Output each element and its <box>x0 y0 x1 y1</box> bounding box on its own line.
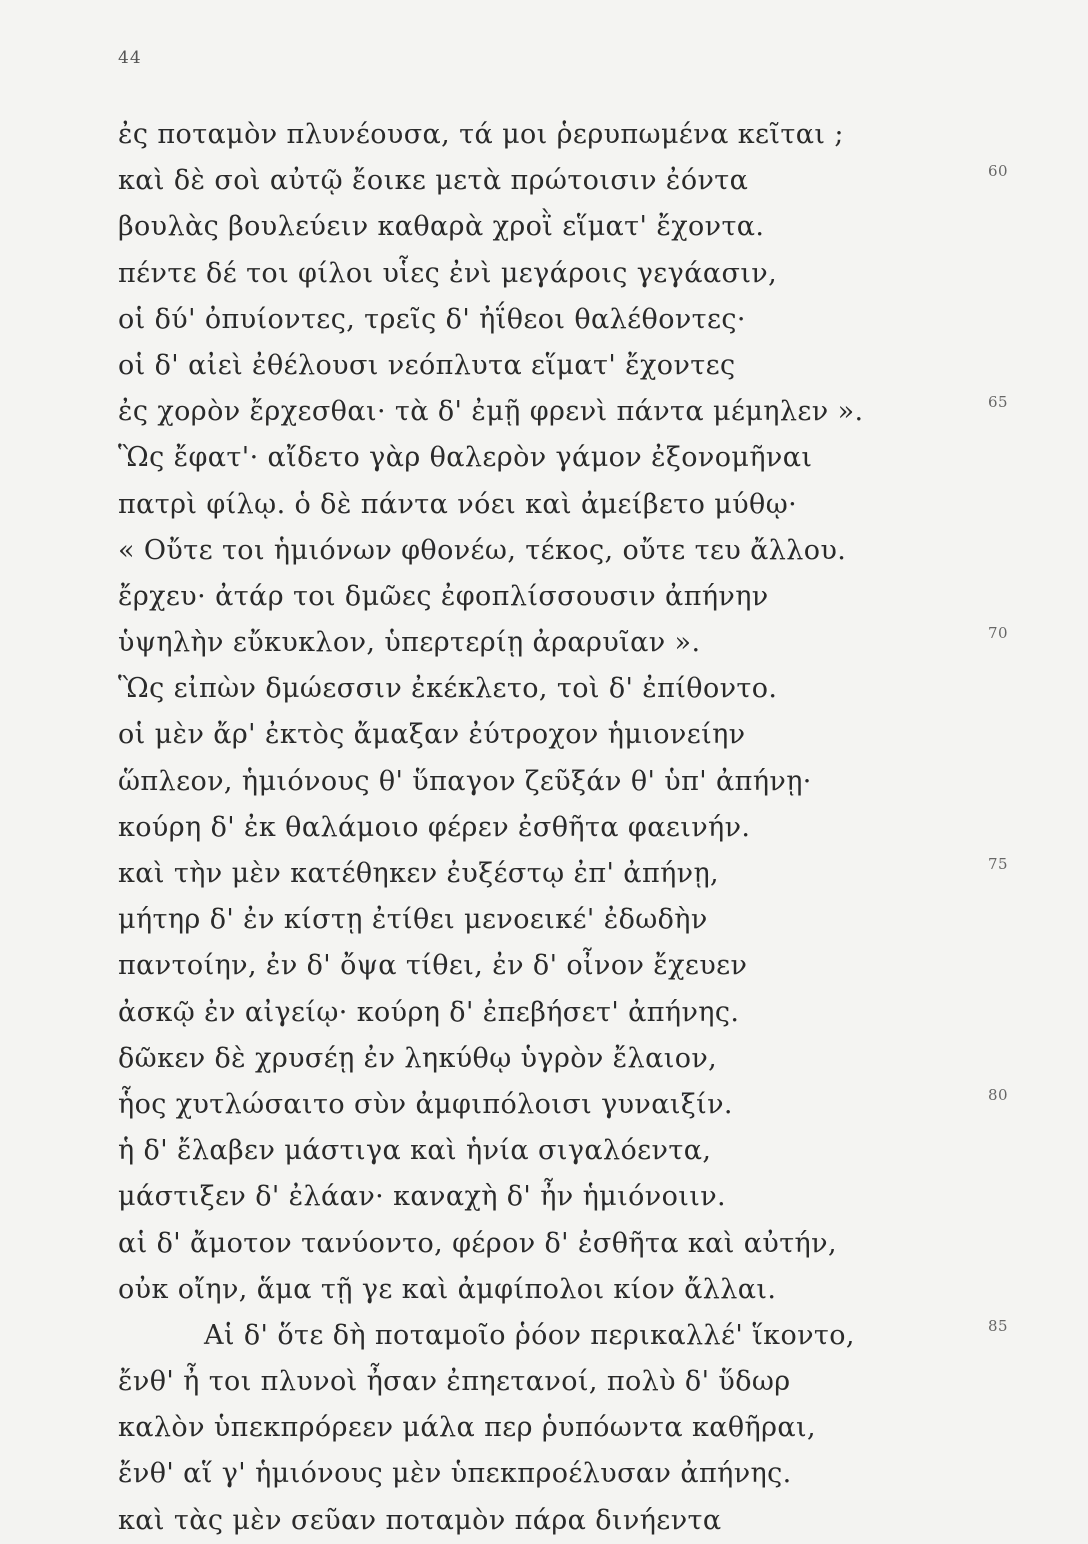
poem-line <box>118 1036 988 1082</box>
line-text: οἱ μὲν ἄρ' ἐκτὸς ἄμαξαν ἐύτροχον ἡμιονείην <box>118 719 746 751</box>
poem-line <box>118 1128 988 1174</box>
line-text: Ὣς ἔφατ'· αἴδετο γὰρ θαλερὸν γάμον ἐξονομῆναι <box>118 442 813 474</box>
line-text: ἐς ποταμὸν πλυνέουσα, τά μοι ῥερυπωμένα κεῖται ; <box>118 119 844 150</box>
poem-line <box>118 943 988 989</box>
line-text: ἔρχευ· ἀτάρ τοι δμῶες ἐφοπλίσσουσιν ἀπήνην <box>118 580 769 612</box>
line-text: πέντε δέ τοι φίλοι υἷες ἐνὶ μεγάροις γεγάασιν, <box>118 257 778 289</box>
line-text: ἔνθ' ἦ τοι πλυνοὶ ἦσαν ἐπηετανοί, πολὺ δ' ὕδωρ <box>118 1366 791 1398</box>
poem-line <box>118 482 988 528</box>
poem-line <box>118 990 988 1036</box>
poem-line <box>118 805 988 851</box>
line-text: οὐκ οἴην, ἅμα τῇ γε καὶ ἀμφίπολοι κίον ἄλλαι. <box>118 1273 777 1305</box>
line-number: 60 <box>988 162 1008 181</box>
poem-line <box>118 1451 988 1497</box>
line-text: οἱ δύ' ὀπυίοντες, τρεῖς δ' ἠΐθεοι θαλέθοντες· <box>118 303 746 335</box>
line-text: αἱ δ' ἄμοτον τανύοντο, φέρον δ' ἐσθῆτα καὶ αὐτήν, <box>118 1227 837 1259</box>
poem-line <box>118 620 1008 666</box>
line-text: πατρὶ φίλῳ. ὁ δὲ πάντα νόει καὶ ἀμείβετο μύθῳ· <box>118 488 798 520</box>
line-text: ἡ δ' ἔλαβεν μάστιγα καὶ ἡνία σιγαλόεντα, <box>118 1135 712 1167</box>
line-number: 75 <box>988 855 1008 873</box>
poem-line <box>118 1498 988 1544</box>
poem-line <box>118 759 988 805</box>
page-number: 44 <box>118 48 142 68</box>
line-text: Αἱ δ' ὅτε δὴ ποταμοῖο ῥόον περικαλλέ' ἵκοντο, <box>204 1319 855 1351</box>
poem-line <box>118 1174 988 1220</box>
line-number: 80 <box>988 1085 1008 1104</box>
poem-line <box>118 1221 988 1267</box>
poem-line <box>118 389 1008 435</box>
poem-line <box>118 297 988 343</box>
line-text: μάστιξεν δ' ἐλάαν· καναχὴ δ' ἦν ἡμιόνοιιν. <box>118 1181 727 1213</box>
line-text: μήτηρ δ' ἐν κίστῃ ἐτίθει μενοεικέ' ἐδωδὴν <box>118 904 708 936</box>
poem-line <box>118 1082 1008 1128</box>
poem-line <box>118 204 988 250</box>
line-text: « Οὔτε τοι ἡμιόνων φθονέω, τέκος, οὔτε τευ ἄλλου. <box>118 534 847 566</box>
poem-line <box>118 435 988 481</box>
line-text: ὑψηλὴν εὔκυκλον, ὑπερτερίῃ ἀραρυῖαν ». <box>118 627 701 659</box>
poem-line <box>118 1267 988 1313</box>
poem-line <box>118 897 988 943</box>
line-number: 85 <box>988 1316 1008 1335</box>
line-number: 70 <box>988 624 1008 643</box>
line-text: καὶ τὰς μὲν σεῦαν ποταμὸν πάρα δινήεντα <box>118 1504 722 1536</box>
line-text: ἔνθ' αἵ γ' ἡμιόνους μὲν ὑπεκπροέλυσαν ἀπήνης. <box>118 1458 792 1490</box>
poem-line <box>118 851 1008 897</box>
poem-line <box>118 712 988 758</box>
poem-line <box>118 251 988 297</box>
poem-line <box>118 112 988 158</box>
poem-line <box>118 1359 988 1405</box>
poem-line <box>118 666 988 712</box>
line-text: παντοίην, ἐν δ' ὄψα τίθει, ἐν δ' οἶνον ἔχευεν <box>118 950 748 982</box>
poem-line <box>118 1405 988 1451</box>
line-text: ἐς χορὸν ἔρχεσθαι· τὰ δ' ἐμῇ φρενὶ πάντα μέμηλεν ». <box>118 396 864 428</box>
line-text: ὥπλεον, ἡμιόνους θ' ὕπαγον ζεῦξάν θ' ὑπ' ἀπήνῃ· <box>118 765 812 797</box>
line-text: καὶ δὲ σοὶ αὐτῷ ἔοικε μετὰ πρώτοισιν ἐόντα <box>118 165 749 197</box>
line-text: καλὸν ὑπεκπρόρεεν μάλα περ ῥυπόωντα καθῆραι, <box>118 1412 816 1444</box>
line-text: βουλὰς βουλεύειν καθαρὰ χροῒ εἵματ' ἔχοντα. <box>118 211 765 243</box>
poem-line <box>118 158 1008 204</box>
line-number: 65 <box>988 393 1008 412</box>
line-text: κούρη δ' ἐκ θαλάμοιο φέρεν ἐσθῆτα φαεινήν. <box>118 811 751 843</box>
line-text: ἧος χυτλώσαιτο σὺν ἀμφιπόλοισι γυναιξίν. <box>118 1088 733 1120</box>
line-text: δῶκεν δὲ χρυσέῃ ἐν ληκύθῳ ὑγρὸν ἔλαιον, <box>118 1042 718 1074</box>
poem-line <box>118 528 988 574</box>
line-text: καὶ τὴν μὲν κατέθηκεν ἐυξέστῳ ἐπ' ἀπήνῃ, <box>118 858 720 889</box>
line-text: Ὣς εἰπὼν δμώεσσιν ἐκέκλετο, τοὶ δ' ἐπίθοντο. <box>118 673 778 705</box>
poem-line <box>118 343 988 389</box>
poem-line <box>118 574 988 620</box>
poem-text <box>118 112 1008 1544</box>
line-text: ἀσκῷ ἐν αἰγείῳ· κούρη δ' ἐπεβήσετ' ἀπήνης. <box>118 996 740 1028</box>
poem-line <box>118 1313 1008 1359</box>
line-text: οἱ δ' αἰεὶ ἐθέλουσι νεόπλυτα εἵματ' ἔχοντες <box>118 349 736 381</box>
